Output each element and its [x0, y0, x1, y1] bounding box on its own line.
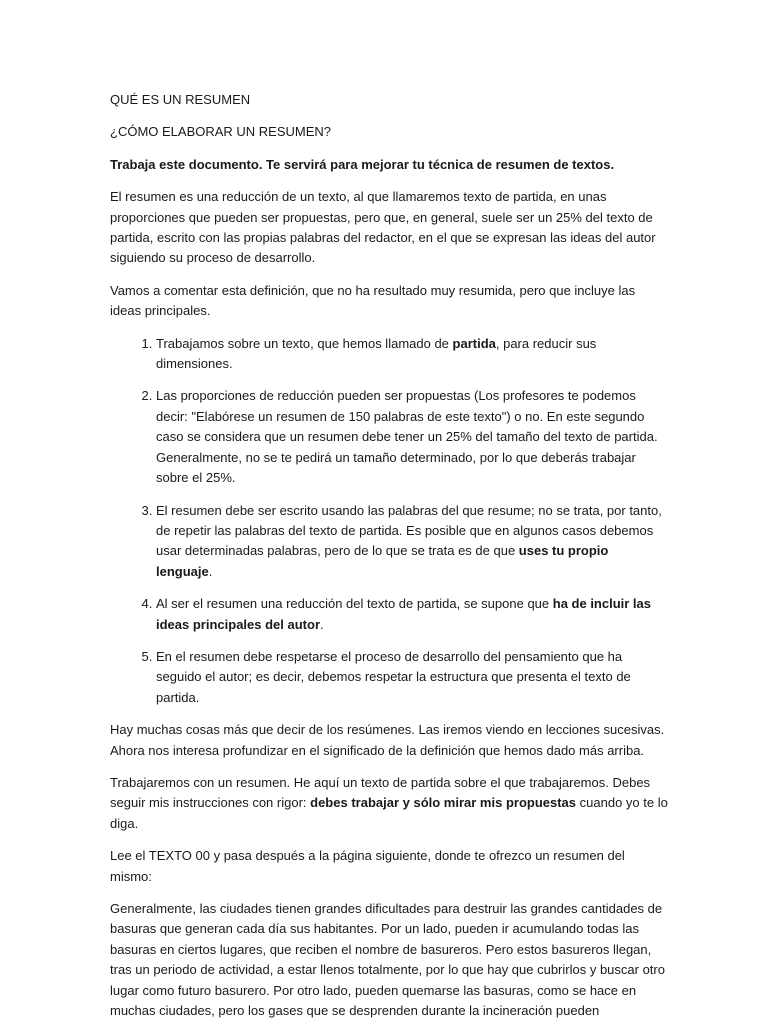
list-item: 4. Al ser el resumen una reducción del texto de partida, se supone que ha de incluir las ideas principales del autor. — [156, 594, 668, 635]
list-item: 1. Trabajamos sobre un texto, que hemos llamado de partida, para reducir sus dimensiones. — [156, 334, 668, 375]
more-info-paragraph: Hay muchas cosas más que decir de los resúmenes. Las iremos viendo en lecciones sucesivas. Ahora nos interesa profundizar en el significado de la definición que hemos dado más arriba. — [110, 722, 665, 758]
lead-instruction: Trabaja este documento. Te servirá para mejorar tu técnica de resumen de textos. — [110, 156, 615, 172]
document-subtitle: ¿CÓMO ELABORAR UN RESUMEN? — [110, 124, 332, 140]
list-item: 5. En el resumen debe respetarse el proceso de desarrollo del pensamiento que ha seguido el autor; es decir, debemos respetar la estructura que presenta el texto de partida. — [156, 647, 668, 708]
comment-intro-paragraph: Vamos a comentar esta definición, que no ha resultado muy resumida, pero que incluye las ideas principales. — [110, 282, 636, 319]
source-text-paragraph: Generalmente, las ciudades tienen grandes dificultades para destruir las grandes cantidades de basuras que generan cada día sus habitantes. Por un lado, pueden ir acumulando todas las basuras en ciertos lugares, que reciben el nombre de basureros. Pero estos basureros llegan, tras un periodo de actividad, a estar llenos totalmente, por lo que hay que cubrirlos y buscar otro lugar como futuro basurero. Por otro lado, pueden quemarse las basuras, como se hace en muchas ciudades, pero los gases que se desprenden durante la incineración pueden — [110, 901, 665, 1019]
definition-points-list — [110, 334, 668, 709]
definition-paragraph: El resumen es una reducción de un texto, al que llamaremos texto de partida, en unas proporciones que pueden ser propuestas, pero que, en general, suele ser un 25% del texto de partida, escrito con las propias palabras del redactor, en el que se expresan las ideas del autor siguiendo su proceso de desarrollo. — [110, 189, 656, 266]
instructions-paragraph: Trabajaremos con un resumen. He aquí un texto de partida sobre el que trabajaremos. Debes seguir mis instrucciones con rigor: debes trabajar y sólo mirar mis propuestas cuando yo te lo diga. — [110, 774, 668, 831]
document-title: QUÉ ES UN RESUMEN — [110, 92, 251, 107]
read-text-paragraph: Lee el TEXTO 00 y pasa después a la página siguiente, donde te ofrezco un resumen del mismo: — [110, 848, 625, 884]
list-item: 2. Las proporciones de reducción pueden ser propuestas (Los profesores te podemos decir: "Elabórese un resumen de 150 palabras de este texto") o no. En este segundo caso se considera que un resumen debe tener un 25% del tamaño del texto de partida. Generalmente, no se te pedirá un tamaño determinado, por lo que deberás trabajar sobre el 25%. — [156, 386, 668, 488]
list-item: 3. El resumen debe ser escrito usando las palabras del que resume; no se trata, por tanto, de repetir las palabras del texto de partida. Es posible que en algunos casos debemos usar determinadas palabras, pero de lo que se trata es de que uses tu propio lenguaje. — [156, 501, 668, 583]
